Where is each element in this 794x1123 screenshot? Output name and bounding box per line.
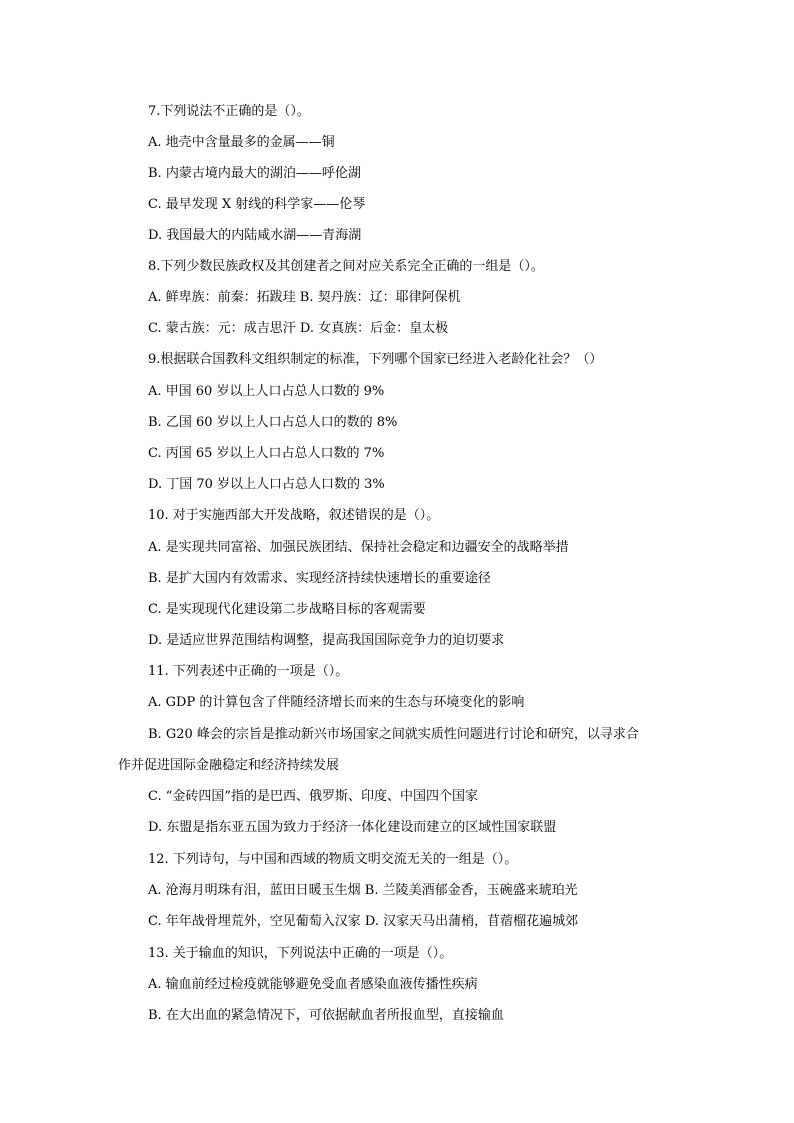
question-7-option-c: C. 最早发现 X 射线的科学家——伦琴	[148, 197, 366, 212]
question-12-options-ab: A. 沧海月明珠有泪，蓝田日暖玉生烟 B. 兰陵美酒郁金香，玉碗盛来琥珀光	[148, 883, 578, 898]
question-11-option-b: B. G20 峰会的宗旨是推动新兴市场国家之间就实质性问题进行讨论和研究，以寻求合	[148, 727, 639, 742]
question-8-options-ab: A. 鲜卑族：前秦：拓跋珪 B. 契丹族：辽：耶律阿保机	[148, 290, 461, 305]
question-10-option-d: D. 是适应世界范围结构调整，提高我国国际竞争力的迫切要求	[148, 633, 505, 648]
question-7-option-d: D. 我国最大的内陆咸水湖——青海湖	[148, 228, 362, 243]
question-11-option-c: C. “金砖四国”指的是巴西、俄罗斯、印度、中国四个国家	[148, 789, 479, 804]
question-13-option-b: B. 在大出血的紧急情况下，可依据献血者所报血型，直接输血	[148, 1008, 504, 1023]
question-10-stem: 10. 对于实施西部大开发战略，叙述错误的是（）。	[148, 508, 440, 523]
question-9-option-d: D. 丁国 70 岁以上人口占总人口数的 3%	[148, 477, 385, 492]
question-9-option-a: A. 甲国 60 岁以上人口占总人口数的 9%	[148, 384, 385, 399]
question-8-stem: 8.下列少数民族政权及其创建者之间对应关系完全正确的一组是（）。	[148, 259, 544, 274]
question-11-option-d: D. 东盟是指东亚五国为致力于经济一体化建设而建立的区域性国家联盟	[148, 820, 557, 835]
question-9-stem: 9.根据联合国教科文组织制定的标准，下列哪个国家已经进入老龄化社会？（）	[148, 352, 603, 367]
question-11-stem: 11. 下列表述中正确的一项是（）。	[148, 664, 349, 679]
question-12-options-cd: C. 年年战骨埋荒外，空见葡萄入汉家 D. 汉家天马出蒲梢，苜蓿榴花遍城郊	[148, 914, 579, 929]
question-12-stem: 12. 下列诗句，与中国和西域的物质文明交流无关的一组是（）。	[148, 852, 518, 867]
question-10-option-c: C. 是实现现代化建设第二步战略目标的客观需要	[148, 602, 426, 617]
question-9-option-c: C. 丙国 65 岁以上人口占总人口数的 7%	[148, 446, 385, 461]
question-13-stem: 13. 关于输血的知识，下列说法中正确的一项是（）。	[148, 946, 453, 961]
question-11-option-a: A. GDP 的计算包含了伴随经济增长而来的生态与环境变化的影响	[148, 695, 525, 710]
question-7-stem: 7.下列说法不正确的是（）。	[148, 104, 310, 119]
question-8-options-cd: C. 蒙古族：元：成吉思汗 D. 女真族：后金：皇太极	[148, 321, 449, 336]
question-10-option-b: B. 是扩大国内有效需求、实现经济持续快速增长的重要途径	[148, 571, 491, 586]
question-7-option-a: A. 地壳中含量最多的金属——铜	[148, 135, 335, 150]
question-9-option-b: B. 乙国 60 岁以上人口占总人口的数的 8%	[148, 415, 398, 430]
question-13-option-a: A. 输血前经过检疫就能够避免受血者感染血液传播性疾病	[148, 977, 478, 992]
question-11-option-b-continued: 作并促进国际金融稳定和经济持续发展	[118, 758, 340, 773]
question-7-option-b: B. 内蒙古境内最大的湖泊——呼伦湖	[148, 166, 361, 181]
question-10-option-a: A. 是实现共同富裕、加强民族团结、保持社会稳定和边疆安全的战略举措	[148, 540, 569, 555]
